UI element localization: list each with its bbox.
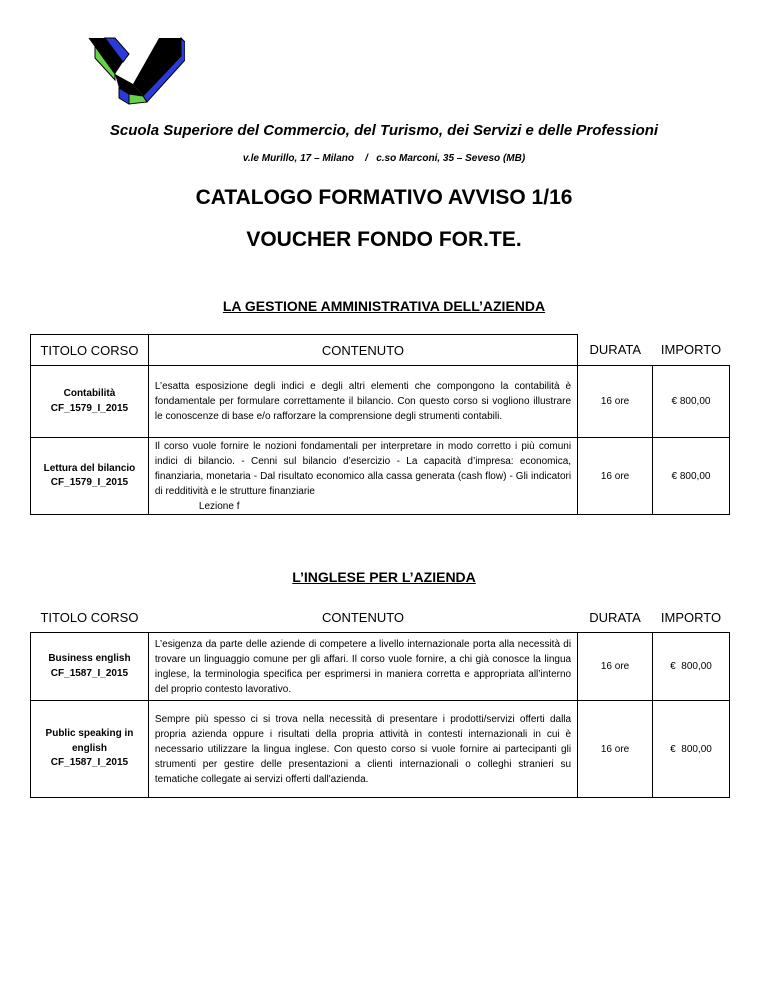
course-duration: 16 ore [578, 633, 653, 701]
course-title-cell [31, 633, 149, 701]
header-titolo-corso: TITOLO CORSO [40, 609, 139, 625]
course-name: Public speaking in english [45, 728, 134, 754]
course-price: € 800,00 [653, 633, 730, 701]
section-title-inglese: L’INGLESE PER L’AZIENDA [292, 569, 476, 585]
header-contenuto: CONTENUTO [148, 335, 577, 366]
course-price: € 800,00 [653, 366, 730, 438]
school-name: Scuola Superiore del Commercio, del Turismo, dei Servizi e delle Professioni [109, 122, 659, 139]
catalog-subtitle: VOUCHER FONDO FOR.TE. [246, 228, 522, 251]
course-title-cell [31, 438, 149, 515]
header-importo: IMPORTO [660, 342, 722, 358]
course-content: Il corso vuole fornire le nozioni fondamentali per interpretare in modo corretto i più comuni indici di bilancio. - Cenni sul bilancio d’esercizio - La capacità d’impresa: economica, finanziaria, monetaria - Dal risultato economico alla cassa generata (cash flow) - Gli indicatori di redditività e le strutture finanziarie [154, 440, 572, 497]
course-content-extra: Lezione f [198, 500, 240, 512]
header-contenuto: CONTENUTO [321, 609, 405, 625]
course-title-cell [31, 701, 149, 798]
table-header-row [31, 602, 730, 633]
header-importo: IMPORTO [660, 609, 722, 625]
course-price: € 800,00 [653, 701, 730, 798]
table-row [31, 633, 730, 701]
school-logo-icon [85, 34, 185, 106]
course-code: CF_1587_I_2015 [50, 667, 129, 679]
course-content: Sempre più spesso ci si trova nella necessità di presentare i prodotti/servizi offerti dalla propria azienda oppure i risultati della propria attività in contesti internazionali in cui è necessario utilizzare la lingua inglese. Con questo corso si vuole fornire ai partecipanti gli strumenti per gestire delle presentazioni a clienti internazionali o colleghi stranieri su tematiche collegate ai servizi offerti dall'azienda. [148, 701, 577, 798]
course-name: Lettura del bilancio [43, 462, 136, 474]
course-name: Business english [48, 653, 131, 664]
header-titolo-corso: TITOLO CORSO [31, 335, 149, 366]
course-duration: 16 ore [578, 366, 653, 438]
course-duration: 16 ore [578, 438, 653, 515]
course-content: L’esatta esposizione degli indici e degli altri elementi che compongono la contabilità è fondamentale per formulare correttamente il bilancio. Con questo corso si vogliono illustrare le conoscenze di base e/o rafforzare la comprensione degli strumenti contabili. [148, 366, 577, 438]
course-code: CF_1579_I_2015 [50, 477, 129, 488]
course-duration: 16 ore [578, 701, 653, 798]
course-table-inglese [30, 602, 730, 798]
course-price: € 800,00 [653, 438, 730, 515]
course-content: L’esigenza da parte delle aziende di competere a livello internazionale porta alla necessità di trovare un linguaggio comune per gli affari. Il corso vuole fornire, a chi già conosce la lingua inglese, la terminologia specifica per esprimersi in maniera corretta e appropriata all’interno del proprio contesto lavorativo. [148, 633, 577, 701]
section-title-amministrativa: LA GESTIONE AMMINISTRATIVA DELL’AZIENDA [222, 298, 546, 314]
course-name: Contabilità [63, 388, 116, 399]
course-content-cell [148, 438, 577, 515]
school-address: v.le Murillo, 17 – Milano / c.so Marconi, 35 – Seveso (MB) [242, 153, 526, 164]
course-code: CF_1579_I_2015 [50, 402, 129, 414]
header-durata: DURATA [589, 342, 642, 358]
course-code: CF_1587_I_2015 [50, 757, 129, 769]
catalog-title: CATALOGO FORMATIVO AVVISO 1/16 [195, 186, 573, 209]
course-title-cell [31, 366, 149, 438]
table-row [31, 701, 730, 798]
header-durata: DURATA [589, 609, 641, 625]
table-row [31, 438, 730, 515]
table-row [31, 366, 730, 438]
table-header-row [31, 335, 730, 366]
course-table-amministrativa [30, 334, 730, 515]
